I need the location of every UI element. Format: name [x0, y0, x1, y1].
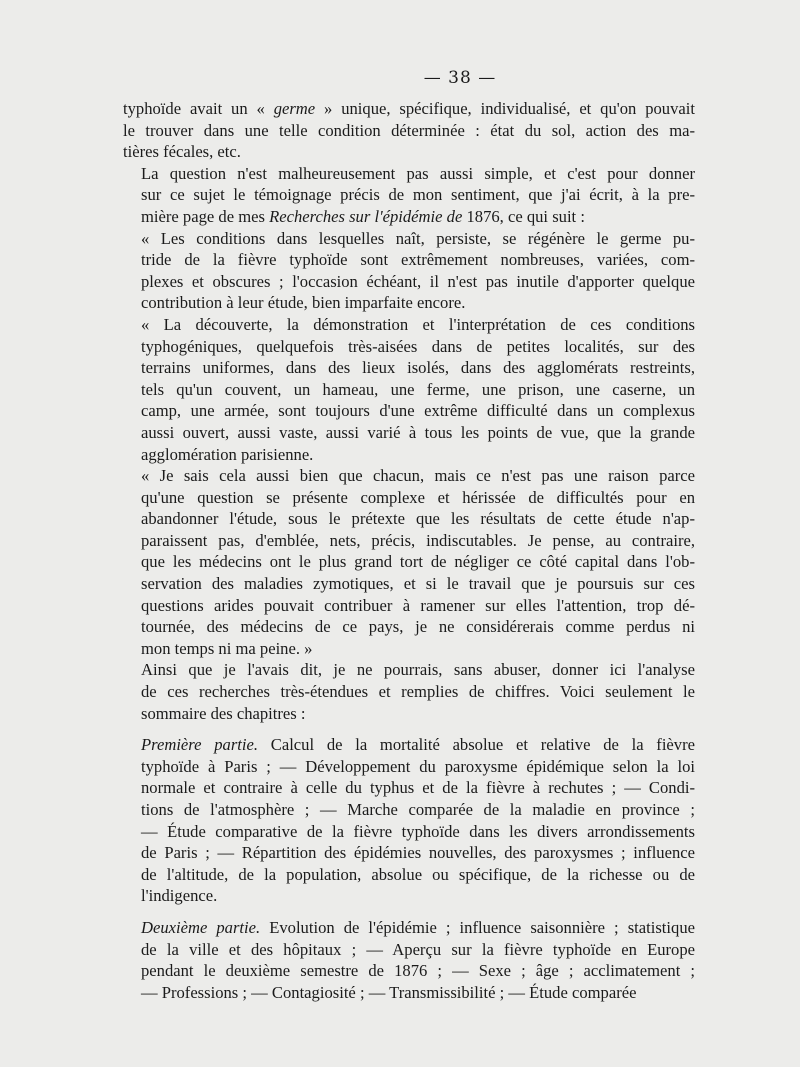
- text-line: servation des maladies zymotiques, et si le travail que je poursuis sur ces: [141, 574, 695, 594]
- text-line: typhoïde à Paris ; — Développement du paroxysme épidémique selon la loi: [141, 756, 695, 776]
- text-line: camp, une armée, sont toujours d'une extrême difficulté dans un complexus: [141, 401, 695, 421]
- text-line: — Étude comparative de la fièvre typhoïde dans les divers arrondissements: [141, 821, 695, 841]
- text-line: Première partie. Calcul de la mortalité absolue et relative de la fièvre: [141, 735, 695, 755]
- text-line: plexes et obscures ; l'occasion échéant, il n'est pas inutile d'apporter quelque: [141, 271, 695, 291]
- text-line: agglomération parisienne.: [141, 444, 314, 464]
- paragraph: [123, 917, 695, 1003]
- italic-text: Deuxième partie.: [141, 917, 261, 937]
- text-line: tions de l'atmosphère ; — Marche comparée de la maladie en province ;: [141, 800, 695, 819]
- text-line: mière page de mes Recherches sur l'épidémie de 1876, ce qui suit :: [141, 206, 585, 226]
- text-line: de Paris ; — Répartition des épidémies nouvelles, des paroxysmes ; influence: [141, 843, 695, 863]
- paragraph: [123, 163, 695, 228]
- text-line: typhoïde avait un « germe » unique, spécifique, individualisé, et qu'on pouvait: [123, 99, 695, 118]
- text-line: contribution à leur étude, bien imparfaite encore.: [141, 293, 466, 313]
- text-line: pendant le deuxième semestre de 1876 ; — Sexe ; âge ; acclimatement ;: [141, 961, 695, 981]
- paragraph: [123, 465, 695, 659]
- text-line: paraissent pas, d'emblée, nets, précis, indiscutables. Je pense, au contraire,: [141, 530, 695, 550]
- text-line: de la ville et des hôpitaux ; — Aperçu sur la fièvre typhoïde en Europe: [141, 939, 695, 959]
- text-line: « Je sais cela aussi bien que chacun, mais ce n'est pas une raison parce: [141, 466, 695, 486]
- text-line: typhogéniques, quelquefois très-aisées dans de petites localités, sur des: [141, 336, 695, 356]
- paragraph: [123, 659, 695, 724]
- text-line: normale et contraire à celle du typhus et de la fièvre à rechutes ; — Condi-: [141, 778, 695, 798]
- text-line: terrains uniformes, dans des lieux isolés, dans des agglomérats restreints,: [141, 358, 695, 378]
- text-line: tournée, des médecins de ce pays, je ne considérerais comme perdus ni: [141, 617, 695, 637]
- text-line: qu'une question se présente complexe et hérissée de difficultés pour en: [141, 487, 695, 507]
- text-line: « Les conditions dans lesquelles naît, persiste, se régénère le germe pu-: [141, 228, 695, 248]
- text-line: mon temps ni ma peine. »: [141, 638, 313, 658]
- text-line: que les médecins ont le plus grand tort de négliger ce côté capital dans l'ob-: [141, 552, 695, 572]
- italic-text: germe: [273, 99, 316, 118]
- paragraph: [123, 314, 695, 465]
- paragraph: [123, 98, 695, 163]
- text-line: tride de la fièvre typhoïde sont extrêmement nombreuses, variées, com-: [141, 250, 695, 270]
- italic-text: Recherches sur l'épidémie de: [269, 206, 463, 226]
- text-line: — Professions ; — Contagiosité ; — Transmissibilité ; — Étude comparée: [141, 982, 637, 1002]
- text-line: sur ce sujet le témoignage précis de mon sentiment, que j'ai écrit, à la pre-: [141, 185, 695, 205]
- paragraph: [123, 228, 695, 314]
- text-line: aussi ouvert, aussi vaste, aussi varié à tous les points de vue, que la grande: [141, 422, 695, 442]
- text-line: tels qu'un couvent, un hameau, une ferme, une prison, une caserne, un: [141, 379, 695, 399]
- text-line: La question n'est malheureusement pas aussi simple, et c'est pour donner: [141, 163, 695, 183]
- paragraph: [123, 734, 695, 907]
- italic-text: Première partie.: [141, 735, 259, 755]
- text-line: « La découverte, la démonstration et l'interprétation de ces conditions: [141, 314, 695, 334]
- text-line: Ainsi que je l'avais dit, je ne pourrais, sans abuser, donner ici l'analyse: [141, 660, 695, 680]
- text-line: questions arides pouvait contribuer à ramener sur elles l'attention, trop dé-: [141, 595, 695, 615]
- body-text: [123, 98, 695, 1003]
- text-line: de ces recherches très-étendues et remplies de chiffres. Voici seulement le: [141, 682, 695, 702]
- text-line: le trouver dans une telle condition déterminée : état du sol, action des ma-: [123, 120, 695, 140]
- page-number: — 38 —: [423, 68, 497, 88]
- text-line: abandonner l'étude, sous le prétexte que les résultats de cette étude n'ap-: [141, 509, 695, 529]
- text-line: sommaire des chapitres :: [141, 703, 306, 723]
- text-line: Deuxième partie. Evolution de l'épidémie ; influence saisonnière ; statistique: [141, 917, 695, 937]
- text-line: l'indigence.: [141, 886, 218, 906]
- text-line: tières fécales, etc.: [123, 142, 241, 162]
- text-line: de l'altitude, de la population, absolue ou spécifique, de la richesse ou de: [141, 864, 695, 884]
